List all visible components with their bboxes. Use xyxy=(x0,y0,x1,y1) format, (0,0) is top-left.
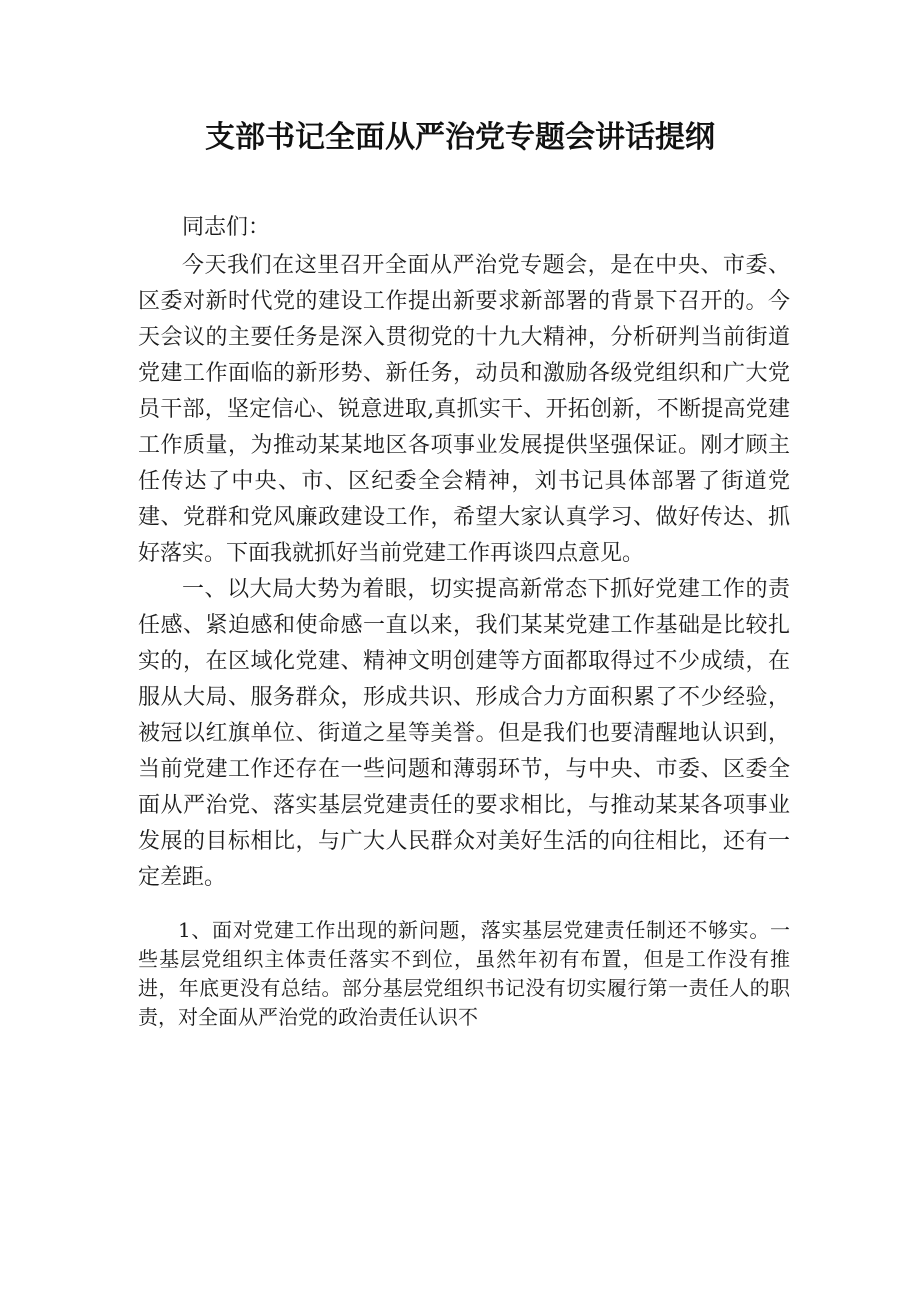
paragraph-item-one: 1、面对党建工作出现的新问题，落实基层党建责任制还不够实。一些基层党组织主体责任落实不到位，虽然年初有布置，但是工作没有推进，年底更没有总结。部分基层党组织书记没有切实履行第一责任人的职责，对全面从严治党的政治责任认识不 xyxy=(138,918,790,1029)
paragraph-section-one: 一、以大局大势为着眼，切实提高新常态下抓好党建工作的责任感、紧迫感和使命感一直以来，我们某某党建工作基础是比较扎实的，在区域化党建、精神文明创建等方面都取得过不少成绩，在服从大局、服务群众，形成共识、形成合力方面积累了不少经验，被冠以红旗单位、街道之星等美誉。但是我们也要清醒地认识到，当前党建工作还存在一些问题和薄弱环节，与中央、市委、区委全面从严治党、落实基层党建责任的要求相比，与推动某某各项事业发展的目标相比，与广大人民群众对美好生活的向往相比，还有一定差距。 xyxy=(138,577,790,890)
document-title: 支部书记全面从严治党专题会讲话提纲 xyxy=(205,120,715,155)
paragraph-intro: 今天我们在这里召开全面从严治党专题会，是在中央、市委、区委对新时代党的建设工作提出新要求新部署的背景下召开的。今天会议的主要任务是深入贯彻党的十九大精神，分析研判当前街道党建工作面临的新形势、新任务，动员和激励各级党组织和广大党员干部，坚定信心、锐意进取,真抓实干、开拓创新，不断提高党建工作质量，为推动某某地区各项事业发展提供坚强保证。刚才顾主任传达了中央、市、区纪委全会精神，刘书记具体部署了街道党建、党群和党风廉政建设工作，希望大家认真学习、做好传达、抓好落实。下面我就抓好当前党建工作再谈四点意见。 xyxy=(138,253,790,566)
salutation: 同志们： xyxy=(182,215,271,240)
document-body xyxy=(138,208,790,1032)
